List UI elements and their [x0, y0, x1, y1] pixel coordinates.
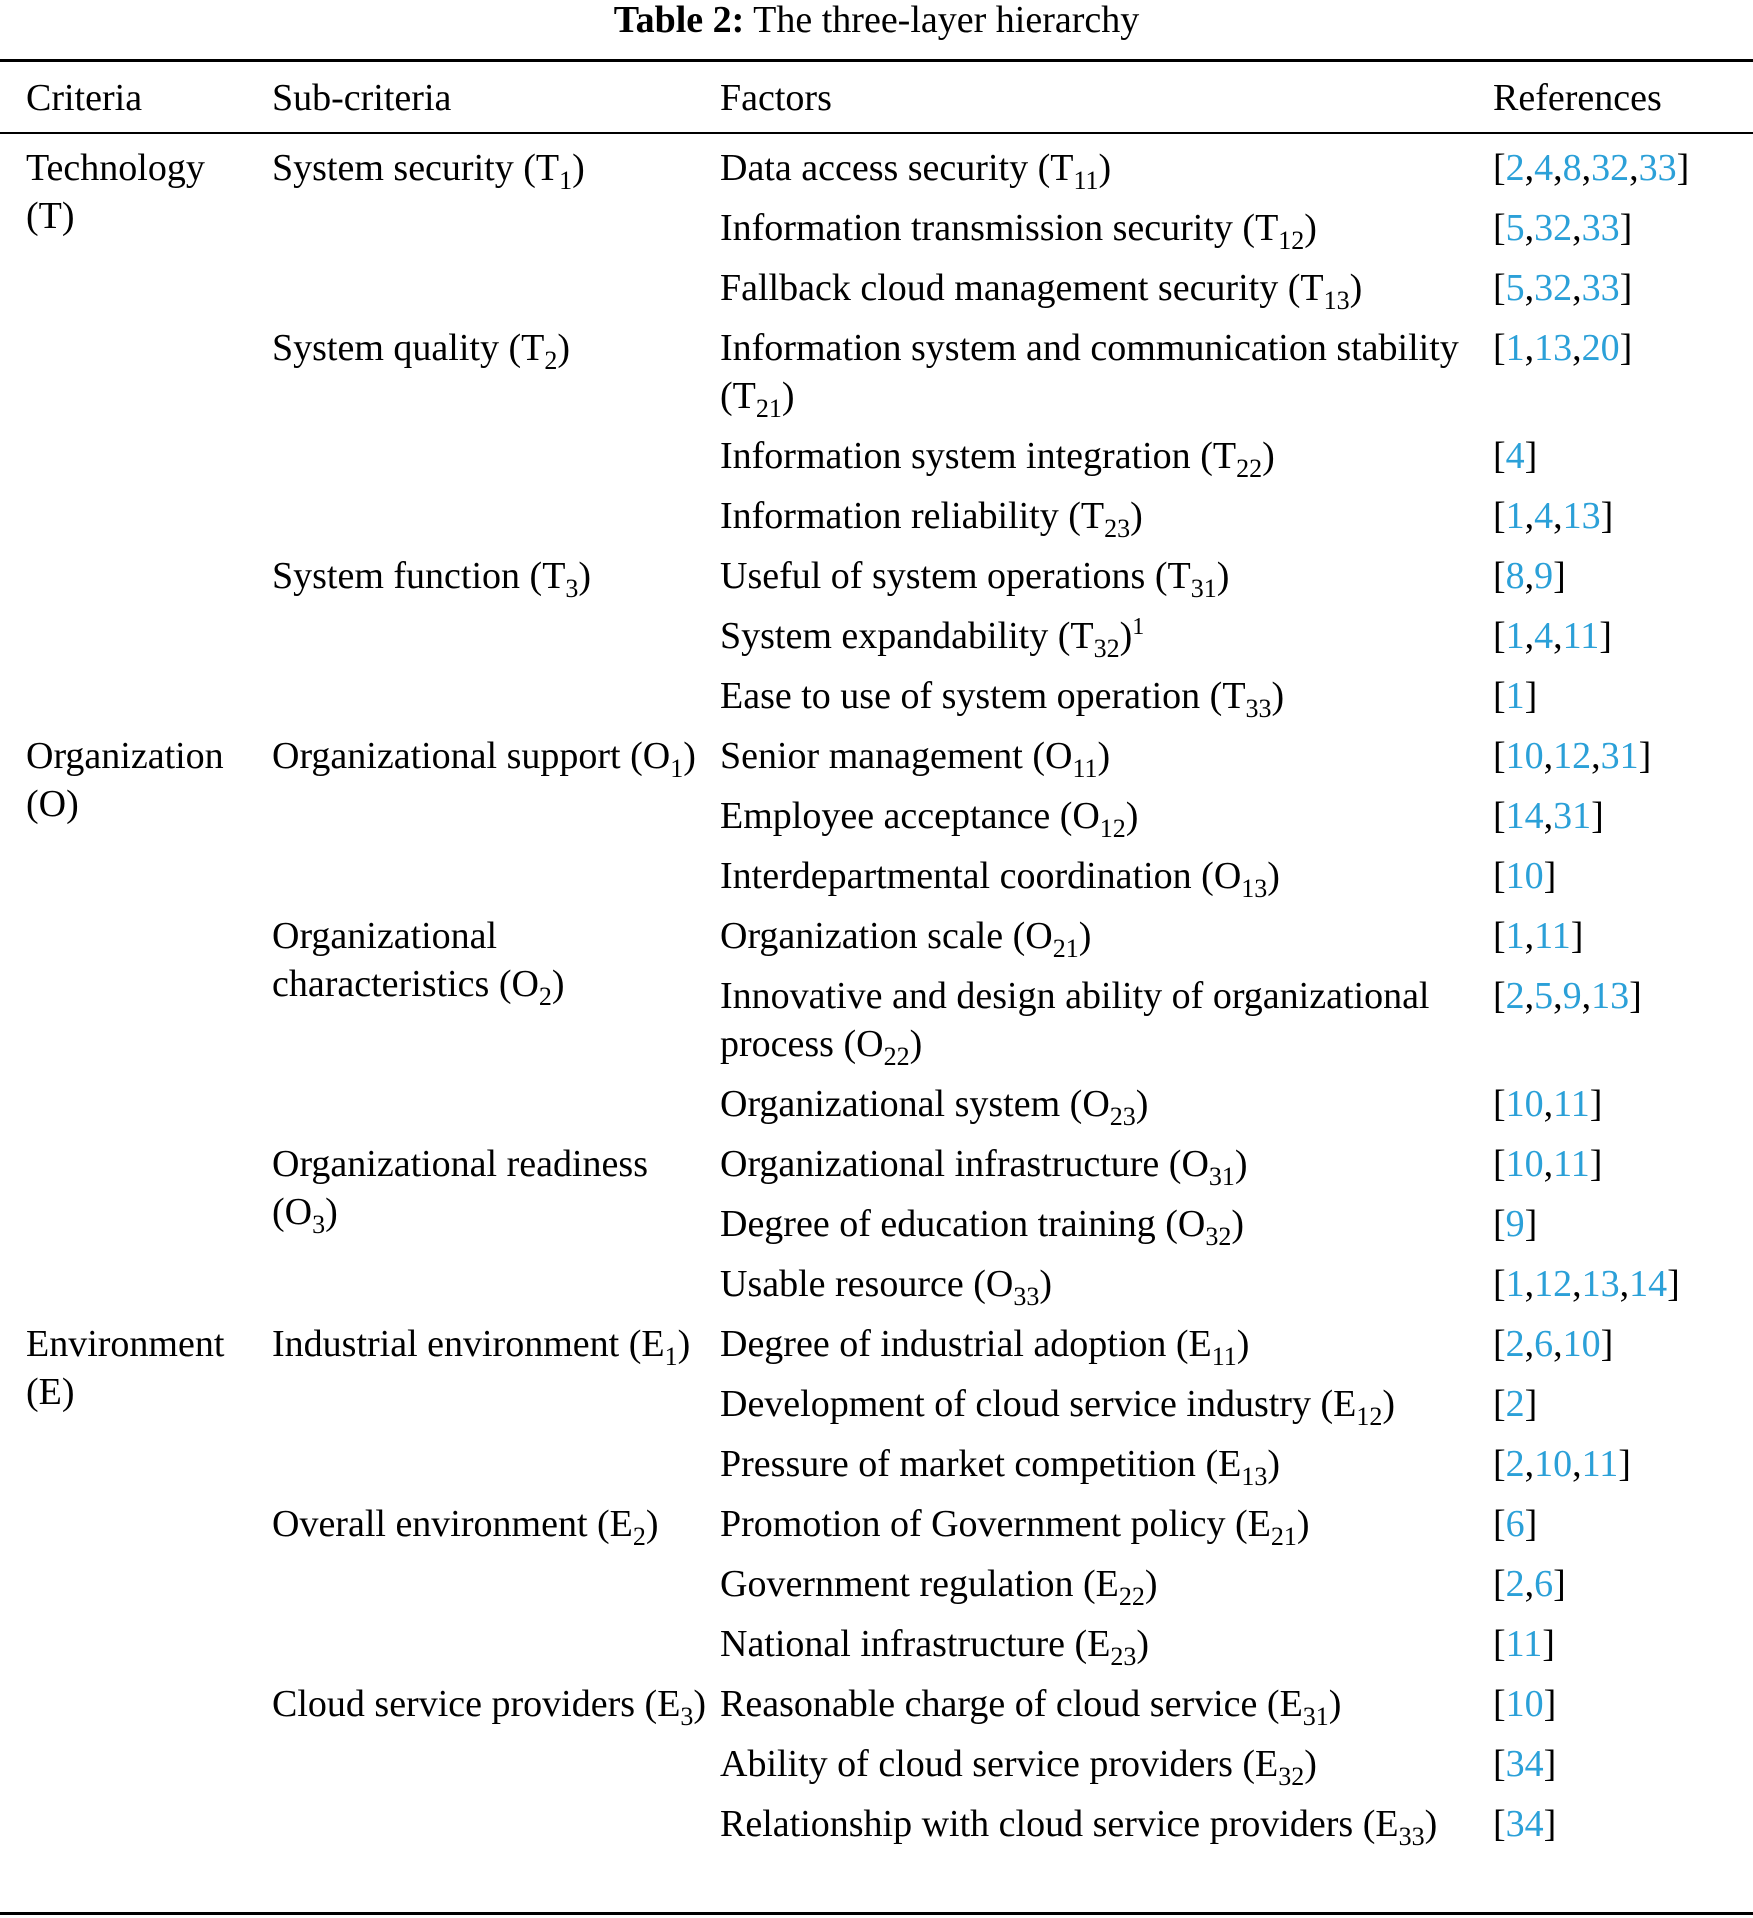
- factor-cell: Organizational infrastructure $(O_{31})$: [720, 1143, 1248, 1191]
- criteria-name: Environment: [26, 1323, 225, 1365]
- reference-link[interactable]: 12: [1534, 1263, 1573, 1305]
- criteria-cell: [26, 144, 256, 240]
- reference-link[interactable]: 14: [1629, 1263, 1668, 1305]
- factor-name: Fallback cloud management security: [720, 267, 1279, 309]
- factor-name: Degree of education training: [720, 1203, 1156, 1245]
- reference-link[interactable]: 2: [1505, 1323, 1525, 1365]
- reference-link[interactable]: 10: [1562, 1323, 1601, 1365]
- symbol-letter: T: [1050, 147, 1074, 189]
- reference-link[interactable]: 11: [1562, 615, 1600, 657]
- symbol-subscript: 21: [1270, 1522, 1297, 1551]
- factor-cell: Ease to use of system operation $(T_{33})$: [720, 675, 1285, 723]
- factor-name: Organizational system: [720, 1083, 1061, 1125]
- reference-link[interactable]: 34: [1505, 1743, 1544, 1785]
- symbol-letter: O: [1025, 915, 1053, 957]
- reference-link[interactable]: 1: [1505, 495, 1525, 537]
- factor-cell: Fallback cloud management security $(T_{13})$: [720, 267, 1363, 315]
- sub-criteria-name: System quality: [272, 327, 499, 369]
- symbol-letter: T: [1070, 615, 1094, 657]
- reference-link[interactable]: 11: [1534, 915, 1571, 957]
- reference-link[interactable]: 8: [1505, 555, 1525, 597]
- symbol-letter: E: [1095, 1563, 1119, 1605]
- caption-label: Table 2:: [613, 0, 745, 41]
- reference-link[interactable]: 11: [1505, 1623, 1543, 1665]
- factor-name: National infrastructure: [720, 1623, 1066, 1665]
- symbol-subscript: 2: [632, 1522, 646, 1551]
- reference-cell: [2,4,8,32,33]: [1493, 147, 1690, 189]
- symbol-letter: T: [535, 147, 560, 189]
- criteria-code: (E): [26, 1371, 75, 1413]
- reference-link[interactable]: 8: [1562, 147, 1582, 189]
- criteria-code: (T): [26, 195, 75, 237]
- sub-criteria-name: Organizational readiness: [272, 1143, 648, 1185]
- symbol-letter: E: [1218, 1443, 1242, 1485]
- reference-link[interactable]: 1: [1505, 327, 1525, 369]
- reference-link[interactable]: 5: [1505, 207, 1525, 249]
- reference-cell: [34]: [1493, 1743, 1557, 1785]
- factor-name: Interdepartmental coordination: [720, 855, 1192, 897]
- factor-name: Development of cloud service industry: [720, 1383, 1311, 1425]
- symbol-letter: O: [511, 963, 539, 1005]
- symbol-letter: E: [641, 1323, 665, 1365]
- symbol-subscript: 33: [1398, 1822, 1425, 1851]
- factor-name: Employee acceptance: [720, 795, 1051, 837]
- factor-name: Degree of industrial adoption: [720, 1323, 1167, 1365]
- symbol-subscript: 2: [544, 346, 558, 375]
- factor-cell: National infrastructure $(E_{23})$: [720, 1623, 1150, 1671]
- sub-criteria-name: System security: [272, 147, 514, 189]
- symbol-letter: T: [1300, 267, 1324, 309]
- reference-cell: [10]: [1493, 1683, 1557, 1725]
- factor-cell: Information transmission security $(T_{12})$: [720, 207, 1317, 255]
- factor-cell: Reasonable charge of cloud service $(E_{31})$: [720, 1683, 1342, 1731]
- symbol-letter: O: [1072, 795, 1100, 837]
- symbol-subscript: 12: [1356, 1402, 1383, 1431]
- symbol-letter: E: [1247, 1503, 1271, 1545]
- symbol-letter: O: [985, 1263, 1014, 1305]
- factor-cell: Useful of system operations $(T_{31})$: [720, 555, 1230, 603]
- symbol-letter: E: [609, 1503, 633, 1545]
- symbol-subscript: 22: [1236, 454, 1263, 483]
- symbol-subscript: 1: [664, 1342, 678, 1371]
- reference-link[interactable]: 6: [1505, 1503, 1525, 1545]
- symbol-subscript: 13: [1241, 874, 1268, 903]
- reference-link[interactable]: 9: [1562, 975, 1582, 1017]
- criteria-name: Organization: [26, 735, 224, 777]
- sub-criteria-cell: Overall environment $(E_2)$: [272, 1503, 659, 1551]
- sub-criteria-cell: Cloud service providers $(E_3)$: [272, 1683, 707, 1731]
- factor-name: Ease to use of system operation: [720, 675, 1201, 717]
- symbol-subscript: 11: [1073, 166, 1099, 195]
- symbol-subscript: 13: [1323, 286, 1350, 315]
- factor-name: Information system integration: [720, 435, 1191, 477]
- symbol-subscript: 23: [1109, 1102, 1136, 1131]
- reference-link[interactable]: 14: [1505, 795, 1544, 837]
- sub-criteria-cell: Organizational support $(O_1)$: [272, 735, 696, 783]
- reference-link[interactable]: 11: [1553, 1083, 1590, 1125]
- symbol-letter: T: [1212, 435, 1237, 477]
- reference-link[interactable]: 33: [1581, 207, 1620, 249]
- reference-cell: [34]: [1493, 1803, 1557, 1845]
- table-top-rule: [0, 59, 1753, 62]
- reference-link[interactable]: 10: [1505, 735, 1544, 777]
- reference-link[interactable]: 34: [1505, 1803, 1544, 1845]
- factor-name: Information reliability: [720, 495, 1059, 537]
- symbol-subscript: 32: [1093, 634, 1120, 663]
- reference-cell: [2,10,11]: [1493, 1443, 1631, 1485]
- symbol-subscript: 21: [755, 394, 782, 423]
- symbol-subscript: 1: [670, 754, 684, 783]
- symbol-letter: E: [1087, 1623, 1111, 1665]
- reference-link[interactable]: 10: [1505, 1143, 1544, 1185]
- reference-link[interactable]: 10: [1505, 1683, 1544, 1725]
- reference-cell: [10]: [1493, 855, 1557, 897]
- symbol-letter: E: [1279, 1683, 1303, 1725]
- reference-link[interactable]: 13: [1591, 975, 1630, 1017]
- sub-criteria-cell: System quality $(T_2)$: [272, 327, 570, 375]
- reference-link[interactable]: 9: [1534, 555, 1554, 597]
- factor-cell: Degree of industrial adoption $(E_{11})$: [720, 1323, 1250, 1371]
- factor-name: Relationship with cloud service providers: [720, 1803, 1354, 1845]
- factor-name: Ability of cloud service providers: [720, 1743, 1233, 1785]
- symbol-subscript: 2: [538, 982, 552, 1011]
- reference-link[interactable]: 10: [1505, 1083, 1544, 1125]
- symbol-letter: T: [542, 555, 566, 597]
- reference-cell: [1,12,13,14]: [1493, 1263, 1680, 1305]
- symbol-subscript: 23: [1104, 514, 1131, 543]
- symbol-subscript: 31: [1208, 1162, 1235, 1191]
- symbol-subscript: 12: [1099, 814, 1126, 843]
- symbol-letter: T: [521, 327, 545, 369]
- sub-criteria-name: Overall environment: [272, 1503, 588, 1545]
- reference-link[interactable]: 32: [1534, 207, 1573, 249]
- reference-cell: [11]: [1493, 1623, 1555, 1665]
- reference-cell: [1]: [1493, 675, 1538, 717]
- factor-name: Organizational infrastructure: [720, 1143, 1160, 1185]
- factor-cell: Senior management $(O_{11})$: [720, 735, 1111, 783]
- reference-link[interactable]: 2: [1505, 147, 1525, 189]
- reference-link[interactable]: 32: [1591, 147, 1630, 189]
- reference-link[interactable]: 20: [1581, 327, 1620, 369]
- factor-name: Pressure of market competition: [720, 1443, 1196, 1485]
- reference-cell: [10,12,31]: [1493, 735, 1652, 777]
- reference-cell: [14,31]: [1493, 795, 1604, 837]
- sub-criteria-cell: Organizational readiness $(O_3)$: [272, 1143, 648, 1239]
- factor-name: System expandability: [720, 615, 1049, 657]
- symbol-letter: T: [1255, 207, 1279, 249]
- reference-link[interactable]: 9: [1505, 1203, 1525, 1245]
- reference-cell: [1,4,11]: [1493, 615, 1612, 657]
- symbol-subscript: 11: [1211, 1342, 1237, 1371]
- symbol-subscript: 12: [1278, 226, 1305, 255]
- header-factors: Factors: [720, 77, 832, 119]
- factor-cell: Promotion of Government policy $(E_{21})$: [720, 1503, 1310, 1551]
- symbol-subscript: 21: [1052, 934, 1079, 963]
- factor-cell: Organizational system $(O_{23})$: [720, 1083, 1149, 1131]
- factor-name: Data access security: [720, 147, 1029, 189]
- factor-name: Innovative and design ability of organizational process: [720, 975, 1430, 1065]
- factor-name: Government regulation: [720, 1563, 1074, 1605]
- symbol-letter: O: [284, 1191, 313, 1233]
- table-caption: [0, 0, 1753, 40]
- factor-name: Information system and communication stability: [720, 327, 1459, 369]
- reference-link[interactable]: 2: [1505, 1563, 1525, 1605]
- reference-link[interactable]: 2: [1505, 1443, 1525, 1485]
- factor-cell: Innovative and design ability of organizational process $(O_{22})$: [720, 975, 1430, 1071]
- reference-link[interactable]: 1: [1505, 615, 1525, 657]
- reference-link[interactable]: 4: [1534, 147, 1554, 189]
- symbol-letter: E: [657, 1683, 681, 1725]
- reference-link[interactable]: 13: [1562, 495, 1601, 537]
- symbol-letter: O: [1082, 1083, 1110, 1125]
- symbol-subscript: 32: [1278, 1762, 1305, 1791]
- factor-cell: Usable resource $(O_{33})$: [720, 1263, 1052, 1311]
- reference-cell: [2,6]: [1493, 1563, 1566, 1605]
- criteria-name: Technology: [26, 147, 205, 189]
- factor-cell: Information reliability $(T_{23})$: [720, 495, 1143, 543]
- reference-cell: [8,9]: [1493, 555, 1566, 597]
- reference-link[interactable]: 2: [1505, 1383, 1525, 1425]
- symbol-subscript: 11: [1072, 754, 1098, 783]
- reference-cell: [2]: [1493, 1383, 1538, 1425]
- reference-link[interactable]: 5: [1534, 975, 1554, 1017]
- factor-cell: Relationship with cloud service providers $(E_{33})$: [720, 1803, 1438, 1851]
- table-header-rule: [0, 132, 1753, 134]
- reference-link[interactable]: 31: [1600, 735, 1639, 777]
- sub-criteria-name: Cloud service providers: [272, 1683, 636, 1725]
- criteria-code: (O): [26, 783, 79, 825]
- caption-title: The three-layer hierarchy: [753, 0, 1140, 41]
- factor-name: Reasonable charge of cloud service: [720, 1683, 1258, 1725]
- reference-link[interactable]: 10: [1534, 1443, 1573, 1485]
- symbol-letter: T: [1167, 555, 1191, 597]
- criteria-cell: [26, 1320, 256, 1416]
- symbol-letter: O: [1181, 1143, 1209, 1185]
- reference-link[interactable]: 11: [1581, 1443, 1619, 1485]
- sub-criteria-cell: System function $(T_3)$: [272, 555, 592, 603]
- reference-link[interactable]: 10: [1505, 855, 1544, 897]
- symbol-subscript: 33: [1245, 694, 1272, 723]
- symbol-letter: T: [1222, 675, 1246, 717]
- factor-name: Promotion of Government policy: [720, 1503, 1226, 1545]
- reference-cell: [9]: [1493, 1203, 1538, 1245]
- factor-name: Information transmission security: [720, 207, 1233, 249]
- symbol-letter: O: [642, 735, 671, 777]
- symbol-subscript: 22: [1118, 1582, 1145, 1611]
- symbol-letter: O: [1213, 855, 1242, 897]
- sub-criteria-name: Industrial environment: [272, 1323, 620, 1365]
- symbol-subscript: 31: [1302, 1702, 1329, 1731]
- symbol-letter: T: [1080, 495, 1105, 537]
- header-references: References: [1493, 77, 1662, 119]
- factor-cell: Employee acceptance $(O_{12})$: [720, 795, 1139, 843]
- sub-criteria-name: Organizational characteristics: [272, 915, 498, 1005]
- factor-cell: Data access security $(T_{11})$: [720, 147, 1112, 195]
- reference-link[interactable]: 13: [1534, 327, 1573, 369]
- factor-name: Organization scale: [720, 915, 1004, 957]
- reference-cell: [1,11]: [1493, 915, 1584, 957]
- factor-name: Senior management: [720, 735, 1023, 777]
- sub-criteria-cell: System security $(T_1)$: [272, 147, 585, 195]
- reference-link[interactable]: 1: [1505, 915, 1525, 957]
- table-bottom-rule: [0, 1912, 1753, 1915]
- reference-link[interactable]: 2: [1505, 975, 1525, 1017]
- symbol-letter: O: [856, 1023, 884, 1065]
- factor-cell: Degree of education training $(O_{32})$: [720, 1203, 1245, 1251]
- reference-cell: [5,32,33]: [1493, 207, 1633, 249]
- reference-cell: [2,5,9,13]: [1493, 975, 1642, 1017]
- reference-link[interactable]: 4: [1505, 435, 1525, 477]
- reference-cell: [5,32,33]: [1493, 267, 1633, 309]
- reference-link[interactable]: 32: [1534, 267, 1573, 309]
- symbol-letter: O: [1045, 735, 1073, 777]
- sub-criteria-cell: Organizational characteristics $(O_2)$: [272, 915, 565, 1011]
- reference-cell: [2,6,10]: [1493, 1323, 1614, 1365]
- reference-link[interactable]: 33: [1638, 147, 1677, 189]
- symbol-subscript: 1: [559, 166, 573, 195]
- reference-cell: [10,11]: [1493, 1143, 1603, 1185]
- factor-cell: Interdepartmental coordination $(O_{13})$: [720, 855, 1280, 903]
- symbol-letter: O: [1177, 1203, 1206, 1245]
- symbol-subscript: 33: [1013, 1282, 1040, 1311]
- footnote-mark: 1: [1132, 614, 1145, 640]
- symbol-letter: E: [1188, 1323, 1212, 1365]
- symbol-subscript: 3: [680, 1702, 694, 1731]
- reference-link[interactable]: 1: [1505, 1263, 1525, 1305]
- reference-link[interactable]: 4: [1534, 495, 1554, 537]
- factor-cell: Ability of cloud service providers $(E_{32})$: [720, 1743, 1317, 1791]
- sub-criteria-name: Organizational support: [272, 735, 621, 777]
- reference-link[interactable]: 13: [1581, 1263, 1620, 1305]
- reference-link[interactable]: 1: [1505, 675, 1525, 717]
- sub-criteria-name: System function: [272, 555, 521, 597]
- symbol-letter: E: [1375, 1803, 1399, 1845]
- factor-name: Usable resource: [720, 1263, 964, 1305]
- reference-cell: [1,4,13]: [1493, 495, 1614, 537]
- reference-link[interactable]: 6: [1534, 1323, 1554, 1365]
- symbol-letter: E: [1333, 1383, 1357, 1425]
- factor-cell: Organization scale $(O_{21})$: [720, 915, 1092, 963]
- reference-link[interactable]: 11: [1553, 1143, 1590, 1185]
- reference-link[interactable]: 31: [1553, 795, 1592, 837]
- criteria-cell: [26, 732, 256, 828]
- reference-cell: [6]: [1493, 1503, 1538, 1545]
- header-criteria: Criteria: [26, 77, 143, 119]
- reference-cell: [1,13,20]: [1493, 327, 1633, 369]
- reference-link[interactable]: 33: [1581, 267, 1620, 309]
- factor-cell: Information system and communication stability $(T_{21})$: [720, 327, 1459, 423]
- reference-link[interactable]: 4: [1534, 615, 1554, 657]
- symbol-subscript: 13: [1241, 1462, 1268, 1491]
- reference-link[interactable]: 12: [1553, 735, 1592, 777]
- symbol-letter: E: [1255, 1743, 1279, 1785]
- symbol-subscript: 32: [1205, 1222, 1232, 1251]
- symbol-subscript: 31: [1190, 574, 1217, 603]
- reference-link[interactable]: 5: [1505, 267, 1525, 309]
- symbol-subscript: 23: [1110, 1642, 1137, 1671]
- symbol-subscript: 22: [883, 1042, 910, 1071]
- factor-cell: System expandability $(T_{32})^1$: [720, 614, 1145, 663]
- reference-cell: [4]: [1493, 435, 1538, 477]
- factor-cell: Information system integration $(T_{22})$: [720, 435, 1275, 483]
- sub-criteria-cell: Industrial environment $(E_1)$: [272, 1323, 691, 1371]
- factor-cell: Development of cloud service industry $(E_{12})$: [720, 1383, 1395, 1431]
- symbol-subscript: 3: [312, 1210, 326, 1239]
- symbol-subscript: 3: [565, 574, 579, 603]
- reference-cell: [10,11]: [1493, 1083, 1603, 1125]
- reference-link[interactable]: 6: [1534, 1563, 1554, 1605]
- factor-name: Useful of system operations: [720, 555, 1146, 597]
- factor-cell: Government regulation $(E_{22})$: [720, 1563, 1158, 1611]
- factor-cell: Pressure of market competition $(E_{13})$: [720, 1443, 1280, 1491]
- symbol-letter: T: [732, 375, 756, 417]
- header-sub-criteria: Sub-criteria: [272, 77, 452, 119]
